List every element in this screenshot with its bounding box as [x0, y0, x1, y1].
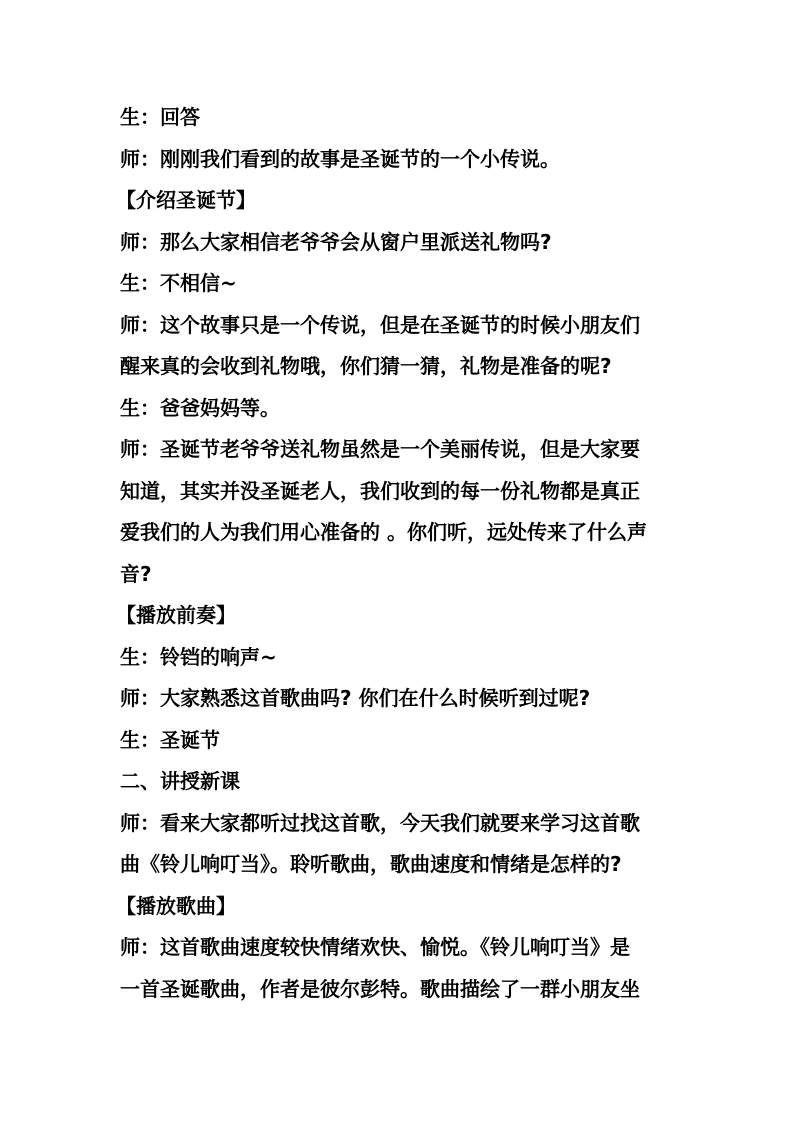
text-line: 曲《铃儿响叮当》。聆听歌曲，歌曲速度和情绪是怎样的? — [120, 852, 622, 876]
text-line: 师：刚刚我们看到的故事是圣诞节的一个小传说。 — [120, 146, 560, 171]
section-note: 【播放前奏】 — [116, 603, 236, 627]
text-line: 师：这首歌曲速度较快情绪欢快、愉悦。《铃儿响叮当》是 — [120, 935, 630, 959]
text-line: 师：大家熟悉这首歌曲吗? 你们在什么时候听到过呢? — [120, 686, 591, 710]
text-line: 生：圣诞节 — [120, 727, 220, 752]
text-line: 生：不相信~ — [120, 271, 237, 295]
text-line: 醒来真的会收到礼物哦，你们猜一猜，礼物是准备的呢? — [120, 354, 612, 378]
text-line: 生：爸爸妈妈等。 — [120, 395, 280, 420]
text-line: 师：看来大家都听过找这首歌，今天我们就要来学习这首歌 — [120, 810, 640, 835]
text-line: 爱我们的人为我们用心准备的 。你们听，远处传来了什么声 — [120, 520, 647, 544]
text-line: 师：那么大家相信老爷爷会从窗户里派送礼物吗? — [120, 229, 552, 254]
section-note: 【播放歌曲】 — [116, 893, 236, 918]
section-note: 【介绍圣诞节】 — [116, 188, 256, 212]
text-line: 师：圣诞节老爷爷送礼物虽然是一个美丽传说，但是大家要 — [120, 437, 640, 461]
document-body — [116, 97, 680, 1010]
text-line: 生：铃铛的响声~ — [120, 644, 277, 669]
section-heading: 二、讲授新课 — [120, 769, 240, 793]
text-line: 生：回答 — [120, 105, 200, 129]
text-line: 音? — [120, 561, 152, 586]
text-line: 师：这个故事只是一个传说，但是在圣诞节的时候小朋友们 — [120, 312, 640, 337]
text-line: 知道，其实并没圣诞老人，我们收到的每一份礼物都是真正 — [120, 478, 640, 503]
text-line: 一首圣诞歌曲，作者是彼尔彭特。歌曲描绘了一群小朋友坐 — [120, 976, 640, 1001]
